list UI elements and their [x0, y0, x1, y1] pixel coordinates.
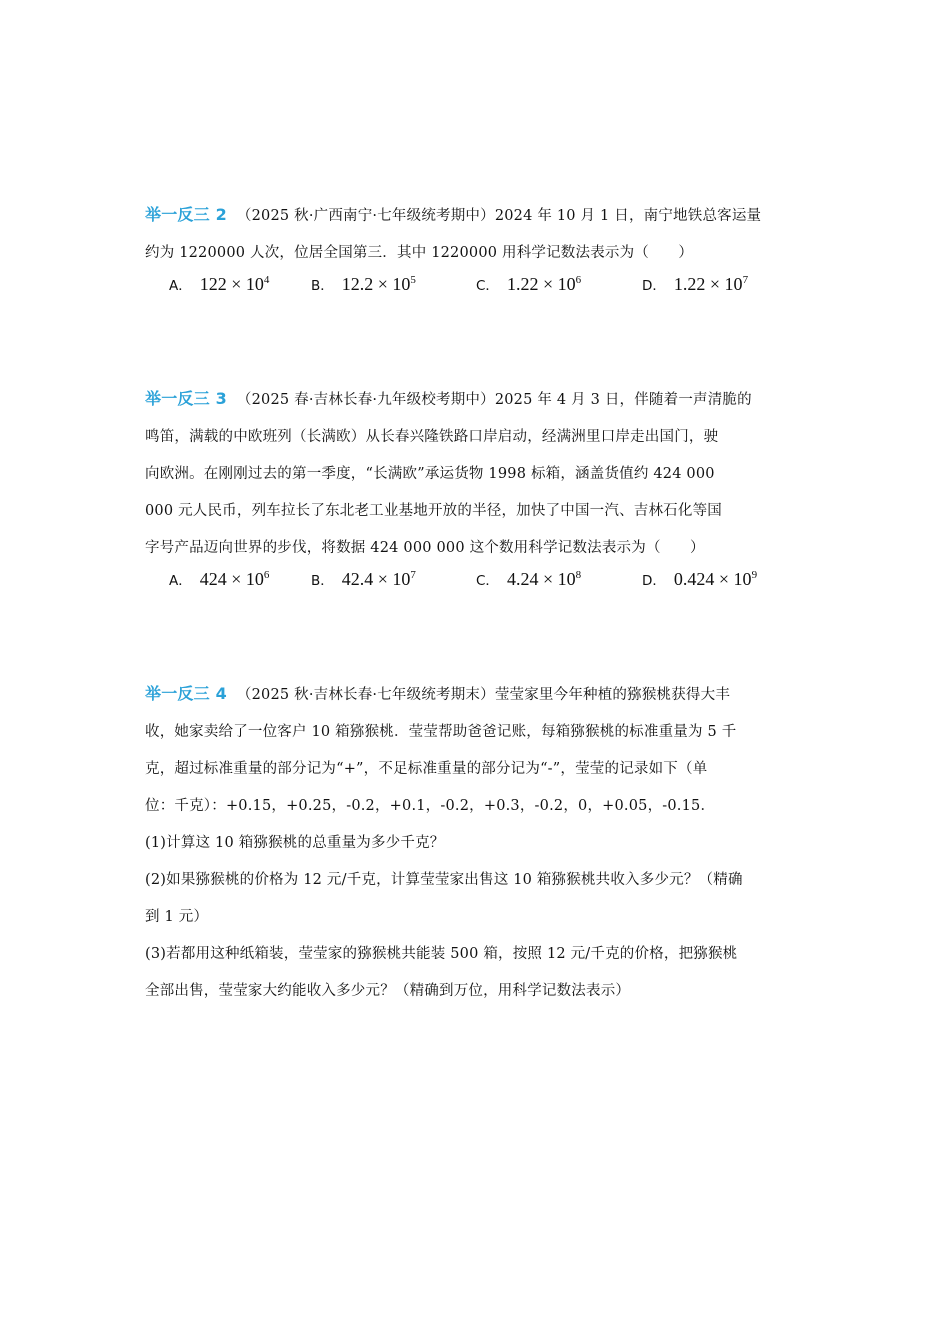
problem-3-line-3: 向欧洲。在刚刚过去的第一季度，“长满欧”承运货物 1998 标箱，涵盖货值约 424 000	[145, 466, 715, 482]
problem-2-line-2: 约为 1220000 人次，位居全国第三．其中 1220000 用科学记数法表示为（ ）	[145, 245, 694, 261]
problem-2-option-d[interactable]: D． $1.22 \times 10^7$	[642, 274, 749, 294]
problem-2-options	[145, 274, 807, 306]
problem-4-question-3: (3)若都用这种纸箱装，莹莹家的猕猴桃共能装 500 箱，按照 12 元/千克的价格，把猕猴桃	[145, 946, 738, 962]
problem-2-text: （2025 秋·广西南宁·七年级统考期中）2024 年 10 月 1 日，南宁地铁总客运量	[236, 208, 762, 224]
problem-3-line-2: 鸣笛，满载的中欧班列（长满欧）从长春兴隆铁路口岸启动，经满洲里口岸走出国门，驶	[145, 429, 719, 445]
problem-4-line-1	[145, 675, 807, 714]
problem-3-tag: 举一反三 3	[145, 389, 227, 408]
problem-3-options	[145, 569, 807, 601]
problem-4-question-2: (2)如果猕猴桃的价格为 12 元/千克，计算莹莹家出售这 10 箱猕猴桃共收入多少元？（精确	[145, 872, 743, 888]
problem-4	[145, 675, 807, 1010]
problem-3-option-d[interactable]: D． $0.424 \times 10^9$	[642, 569, 758, 589]
problem-2	[145, 196, 807, 306]
problem-2-option-c[interactable]: C． $1.22 \times 10^6$	[476, 274, 582, 294]
problem-3-option-a[interactable]: A． $424 \times 10^6$	[169, 569, 270, 589]
problem-4-line-2: 收，她家卖给了一位客户 10 箱猕猴桃．莹莹帮助爸爸记账，每箱猕猴桃的标准重量为 5 千	[145, 724, 737, 740]
problem-2-option-b[interactable]: B． $12.2 \times 10^5$	[311, 274, 416, 294]
problem-4-line-3: 克，超过标准重量的部分记为“+”，不足标准重量的部分记为“-”，莹莹的记录如下（单	[145, 761, 708, 777]
problem-4-question-2-cont: 到 1 元）	[145, 909, 209, 925]
problem-3-option-b[interactable]: B． $42.4 \times 10^7$	[311, 569, 416, 589]
problem-3-option-c[interactable]: C． $4.24 \times 10^8$	[476, 569, 582, 589]
problem-3-line-1	[145, 380, 807, 419]
problem-4-tag: 举一反三 4	[145, 684, 227, 703]
problem-3-line-4: 000 元人民币，列车拉长了东北老工业基地开放的半径，加快了中国一汽、吉林石化等国	[145, 503, 722, 519]
problem-4-line-4: 位：千克）：+0.15，+0.25，-0.2，+0.1，-0.2，+0.3，-0.2，0，+0.05，-0.15．	[145, 798, 716, 814]
problem-3-line-5: 字号产品迈向世界的步伐，将数据 424 000 000 这个数用科学记数法表示为（ ）	[145, 540, 705, 556]
problem-2-option-a[interactable]: A． $122 \times 10^4$	[169, 274, 270, 294]
problem-4-question-1: (1)计算这 10 箱猕猴桃的总重量为多少千克？	[145, 835, 445, 851]
problem-3	[145, 380, 807, 601]
document-page	[145, 196, 807, 1010]
problem-3-text: （2025 春·吉林长春·九年级校考期中）2025 年 4 月 3 日，伴随着一声清脆的	[236, 392, 752, 408]
problem-4-text: （2025 秋·吉林长春·七年级统考期末）莹莹家里今年种植的猕猴桃获得大丰	[236, 687, 731, 703]
problem-4-question-3-cont: 全部出售，莹莹家大约能收入多少元？（精确到万位，用科学记数法表示）	[145, 983, 631, 999]
problem-2-line-1	[145, 196, 807, 235]
problem-2-tag: 举一反三 2	[145, 205, 227, 224]
